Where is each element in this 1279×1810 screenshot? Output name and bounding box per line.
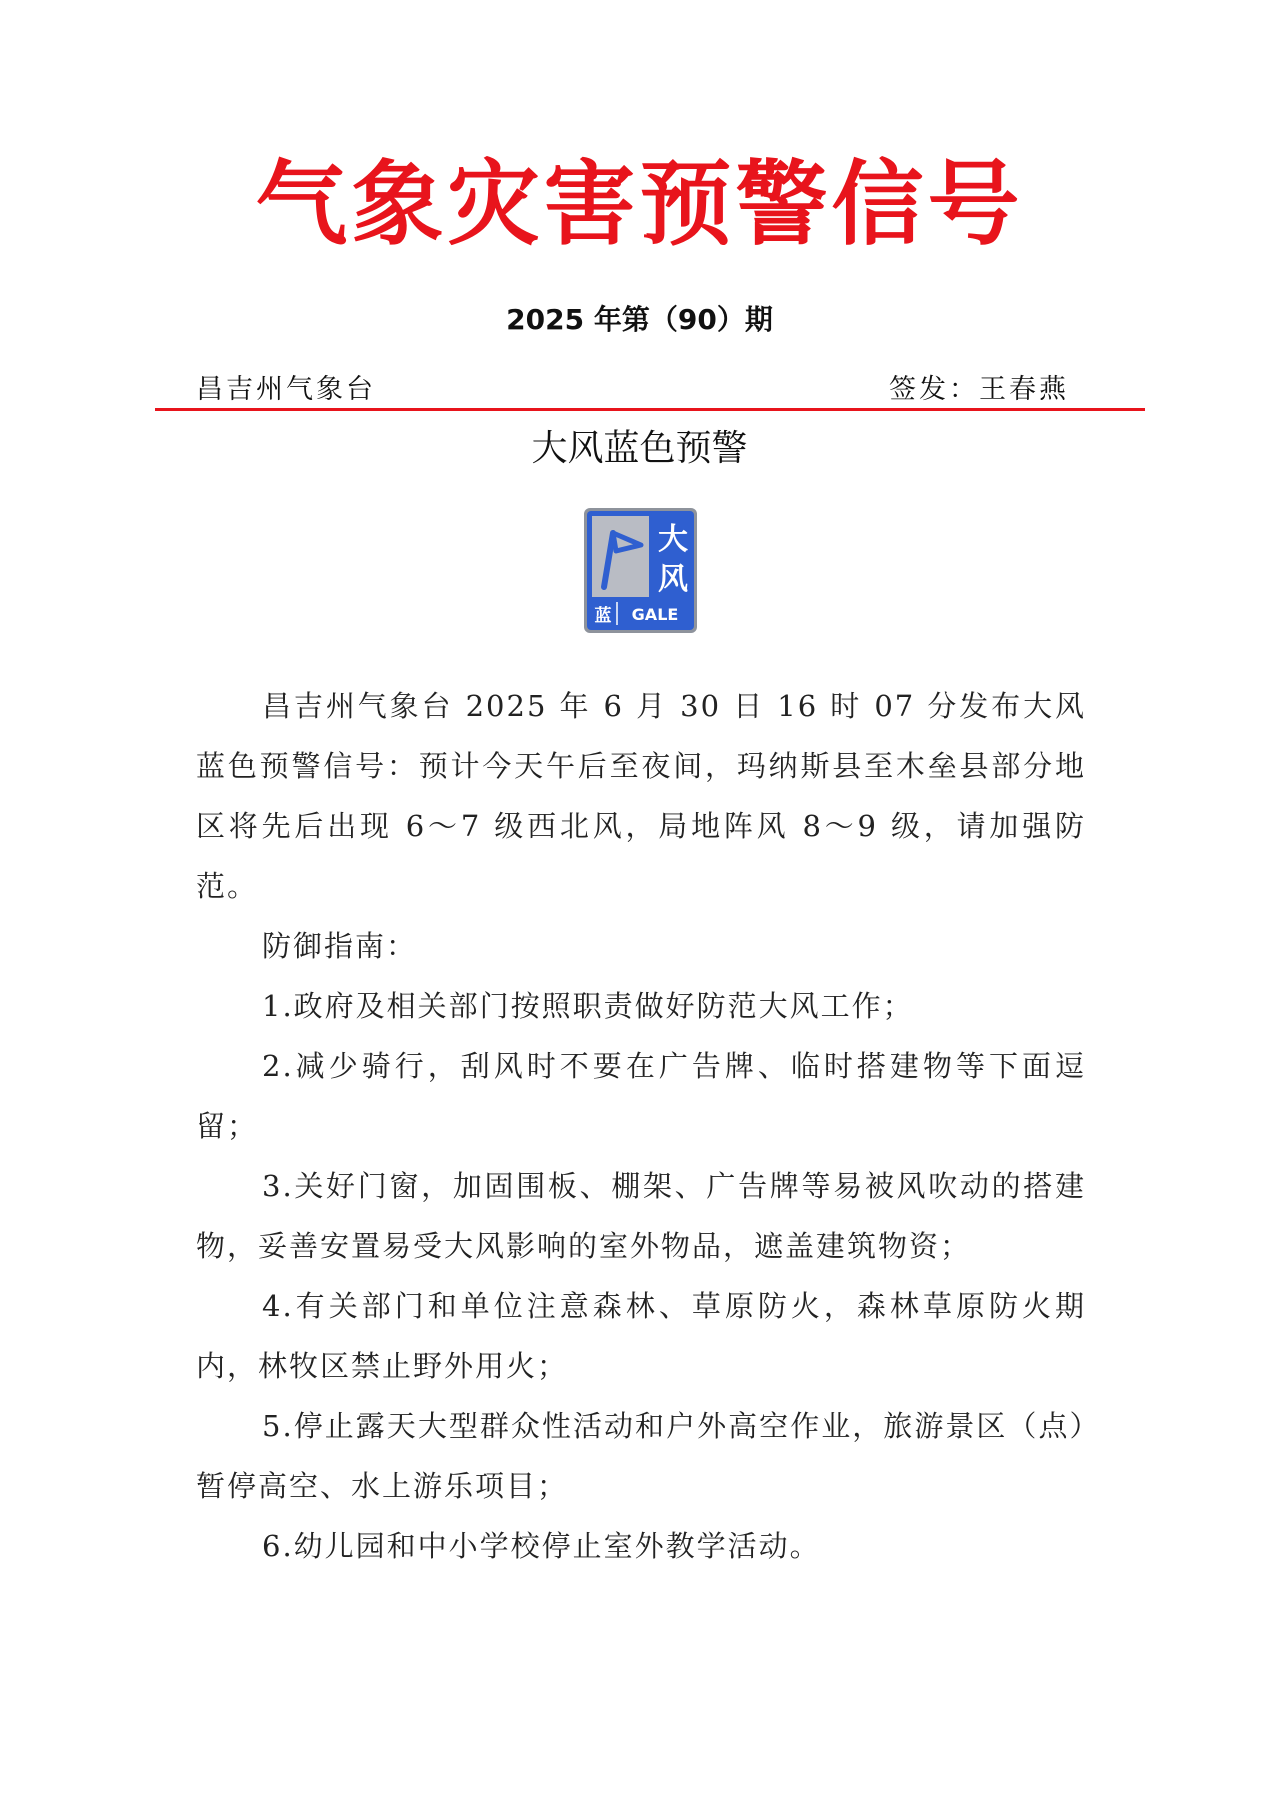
warning-title: 大风蓝色预警 [531,428,748,469]
document-title: 气象灾害预警信号 [255,151,1024,258]
guide-heading: 防御指南： [262,929,418,963]
guide-item: 5.停止露天大型群众性活动和户外高空作业，旅游景区（点）暂停高空、水上游乐项目； [196,1409,1086,1503]
guide-item: 4.有关部门和单位注意森林、草原防火，森林草原防火期内，林牧区禁止野外用火； [196,1289,1086,1383]
guide-item: 6.幼儿园和中小学校停止室外教学活动。 [262,1529,821,1563]
issuer-name: 昌吉州气象台 [196,374,376,405]
icon-char-da: 大 [658,522,688,557]
signer-name: 签发：王春燕 [889,374,1069,405]
icon-char-lan: 蓝 [594,606,612,626]
guide-item: 3.关好门窗，加固围板、棚架、广告牌等易被风吹动的搭建物，妥善安置易受大风影响的室外物品，遮盖建筑物资； [196,1169,1086,1263]
warning-body [196,676,1086,1576]
warning-intro: 昌吉州气象台 2025 年 6 月 30 日 16 时 07 分发布大风蓝色预警信号：预计今天午后至夜间，玛纳斯县至木垒县部分地区将先后出现 6～7 级西北风，局地阵风 8～9 级，请加强防范。 [196,689,1086,903]
guide-item: 1.政府及相关部门按照职责做好防范大风工作； [262,989,914,1023]
icon-char-feng: 风 [658,562,688,597]
icon-gale-text: GALE [631,605,679,624]
guide-item: 2.减少骑行，刮风时不要在广告牌、临时搭建物等下面逗留； [196,1049,1086,1143]
issue-number: 2025 年第（90）期 [506,303,773,336]
header-divider [155,408,1145,411]
gale-blue-warning-icon [583,507,698,634]
